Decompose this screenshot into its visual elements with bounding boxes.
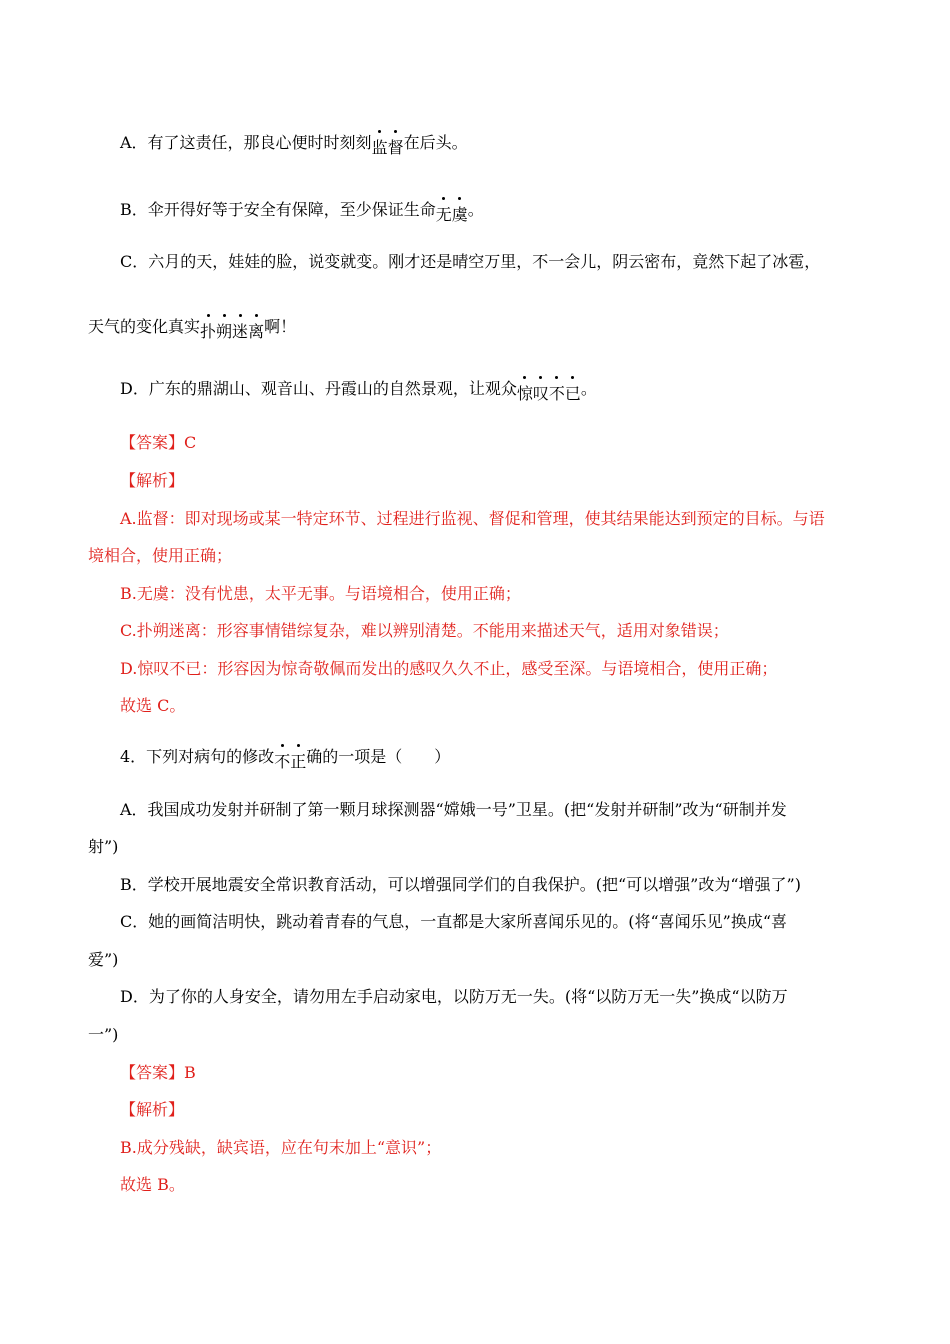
emphasis-char: 惊 [516, 384, 533, 403]
option-text: 天气的变化真实 [88, 317, 201, 336]
option-text: 在后头。 [403, 133, 468, 152]
q3-option-b [120, 199, 484, 224]
q3-option-a [120, 132, 468, 157]
q3-option-c-line1 [120, 251, 820, 273]
question-text: 4．下列对病句的修改 [120, 747, 275, 766]
emphasis-char: 不 [274, 752, 291, 771]
q3-analysis-line: B.无虞：没有忧患，太平无事。与语境相合，使用正确； [120, 584, 521, 603]
answer-label: 【答案】 [120, 1063, 185, 1082]
emphasis-char: 虞 [451, 205, 468, 224]
question-text: 确的一项是（ ） [306, 747, 451, 766]
q4-option-line: D．为了你的人身安全，请勿用左手启动家电，以防万无一失。(将“以防万无一失”换成“以防万 [120, 987, 788, 1006]
q4-option-line: A．我国成功发射并研制了第一颗月球探测器“嫦娥一号”卫星。(把“发射并研制”改为“研制并发 [120, 800, 787, 819]
emphasis-char: 督 [387, 138, 404, 157]
q4-analysis-label: 【解析】 [120, 1100, 185, 1119]
q4-option-line: C．她的画简洁明快，跳动着青春的气息，一直都是大家所喜闻乐见的。(将“喜闻乐见”换成“喜 [120, 912, 788, 931]
emphasis-char: 迷 [232, 322, 249, 341]
option-text: 。 [467, 200, 484, 219]
q3-option-c-line2 [88, 316, 297, 341]
emphasis-char: 已 [564, 384, 581, 403]
emphasis-char: 正 [290, 752, 307, 771]
option-text: 。 [580, 379, 597, 398]
q4-option-line: 爱”) [88, 950, 119, 969]
q4-option-line: 一”) [88, 1025, 119, 1044]
option-text: D．广东的鼎湖山、观音山、丹霞山的自然景观，让观众 [120, 379, 517, 398]
q3-answer [120, 432, 196, 454]
q3-analysis-line: 境相合，使用正确； [88, 546, 233, 565]
emphasis-char: 朔 [216, 322, 233, 341]
emphasis-char: 无 [435, 205, 452, 224]
q3-analysis-label: 【解析】 [120, 471, 185, 490]
emphasis-char: 不 [548, 384, 565, 403]
option-text: B．伞开得好等于安全有保障，至少保证生命 [120, 200, 436, 219]
answer-value: C [184, 433, 197, 452]
emphasis-char: 监 [371, 138, 388, 157]
q4-answer [120, 1062, 196, 1084]
emphasis-char: 叹 [532, 384, 549, 403]
emphasis-char: 扑 [200, 322, 217, 341]
q3-option-d [120, 378, 597, 403]
q3-analysis-line: D.惊叹不已：形容因为惊奇敬佩而发出的感叹久久不止，感受至深。与语境相合，使用正确； [120, 659, 778, 678]
q4-analysis-line: 故选 B。 [120, 1175, 185, 1194]
q3-analysis-line: A.监督：即对现场或某一特定环节、过程进行监视、督促和管理，使其结果能达到预定的目标。与语 [120, 509, 825, 528]
option-text: C．六月的天，娃娃的脸，说变就变。刚才还是晴空万里，不一会儿，阴云密布，竟然下起了冰雹， [120, 252, 821, 271]
q4-stem [120, 746, 451, 771]
option-text: 啊！ [264, 317, 297, 336]
emphasis-char: 离 [248, 322, 265, 341]
q3-analysis-line: C.扑朔迷离：形容事情错综复杂，难以辨别清楚。不能用来描述天气，适用对象错误； [120, 621, 729, 640]
answer-label: 【答案】 [120, 433, 185, 452]
answer-value: B [184, 1063, 196, 1082]
q3-analysis-line: 故选 C。 [120, 696, 186, 715]
q4-analysis-line: B.成分残缺，缺宾语，应在句末加上“意识”； [120, 1138, 442, 1157]
option-text: A．有了这责任，那良心便时时刻刻 [120, 133, 372, 152]
q4-option-line: 射”) [88, 837, 119, 856]
q4-option-line: B．学校开展地震安全常识教育活动，可以增强同学们的自我保护。(把“可以增强”改为“增强了”) [120, 875, 801, 894]
